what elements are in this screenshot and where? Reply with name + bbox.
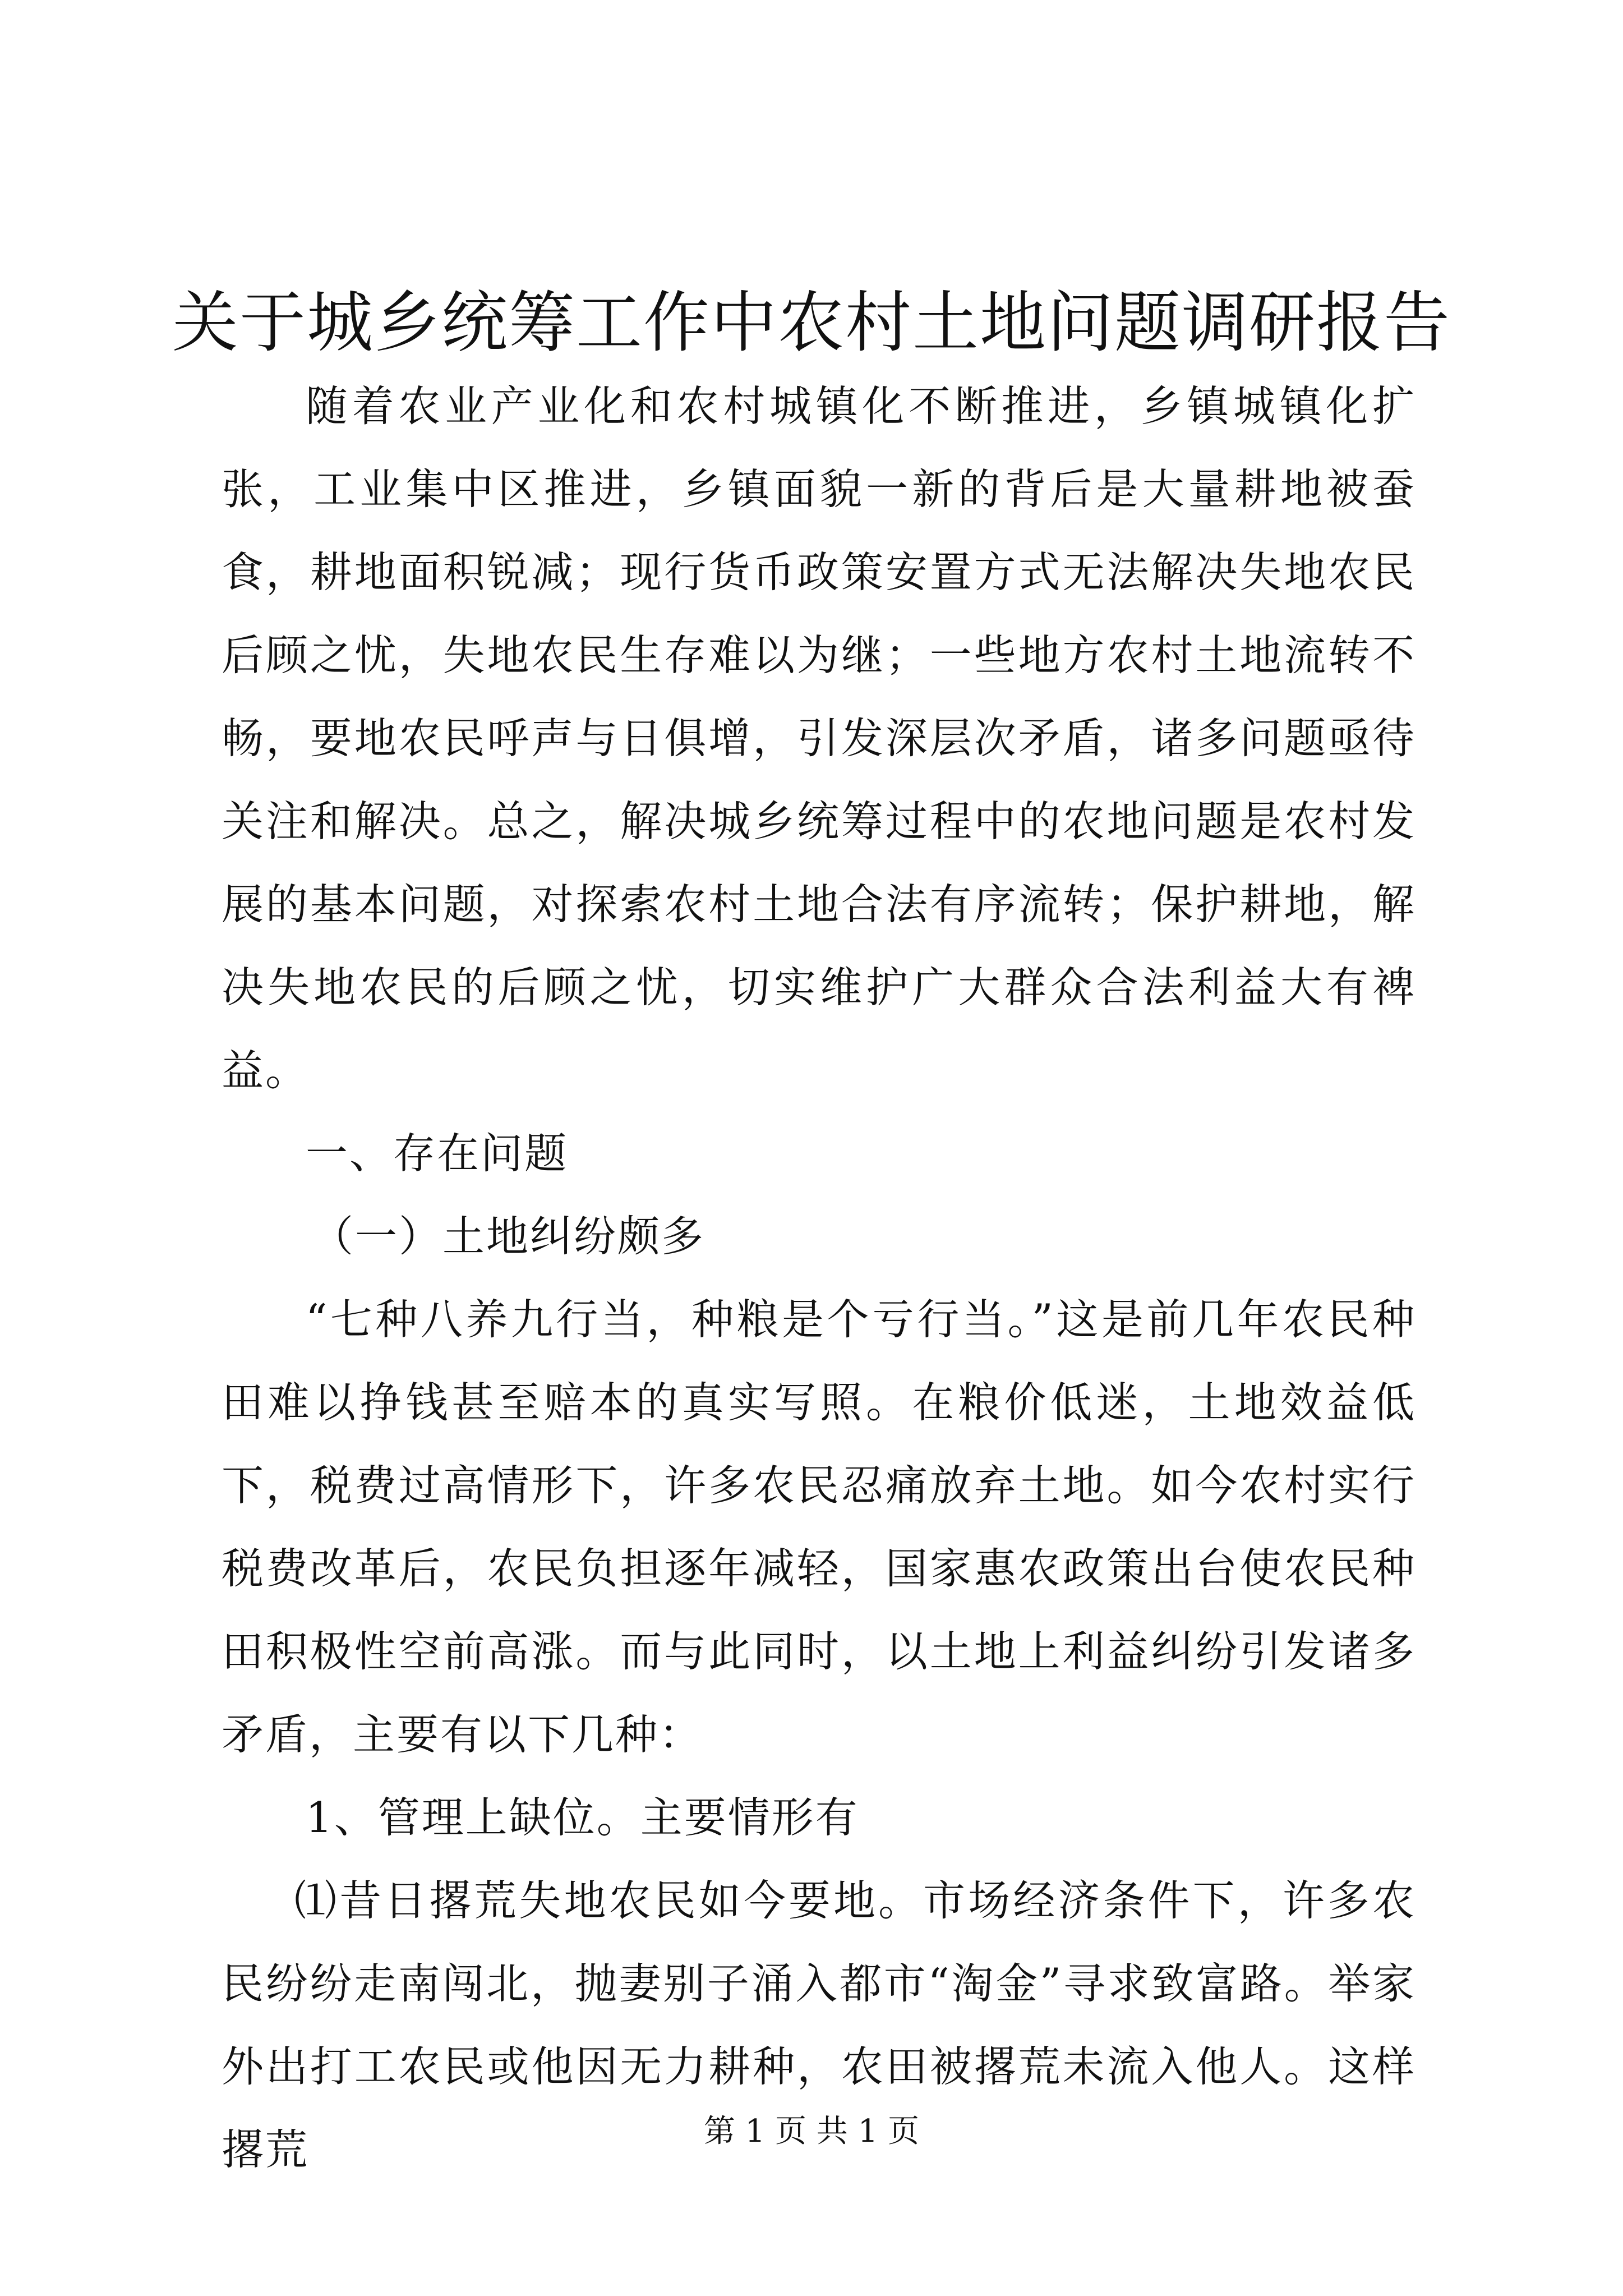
page-footer: 第 1 页 共 1 页 — [703, 2113, 920, 2150]
intro-paragraph: 随着农业产业化和农村城镇化不断推进，乡镇城镇化扩张，工业集中区推进，乡镇面貌一新的背后是大量耕地被蚕食，耕地面积锐减；现行货币政策安置方式无法解决失地农民后顾之忧，失地农民生存难以为继；一些地方农村土地流转不畅，要地农民呼声与日俱增，引发深层次矛盾，诸多问题亟待关注和解决。总之，解决城乡统筹过程中的农地问题是农村发展的基本问题，对探索农村土地合法有序流转；保护耕地，解决失地农民的后顾之忧，切实维护广大群众合法利益大有裨益。 — [222, 381, 1416, 1095]
document-body — [222, 365, 1416, 2191]
item-paragraph: ⑴昔日撂荒失地农民如今要地。市场经济条件下，许多农民纷纷走南闯北，抛妻别子涌入都市“淘金”寻求致富路。举家外出打工农民或他因无力耕种，农田被撂荒未流入他人。这样撂荒 — [222, 1876, 1416, 2174]
section-heading: 一、存在问题 — [306, 1129, 569, 1178]
document-title: 关于城乡统筹工作中农村土地问题调研报告 — [172, 284, 1451, 361]
body-paragraph: “七种八养九行当，种粮是个亏行当。”这是前几年农民种田难以挣钱甚至赔本的真实写照。在粮价低迷，土地效益低下，税费过高情形下，许多农民忍痛放弃土地。如今农村实行税费改革后，农民负担逐年减轻，国家惠农政策出台使农民种田积极性空前高涨。而与此同时，以土地上利益纠纷引发诸多矛盾，主要有以下几种： — [222, 1295, 1416, 1759]
subsection-heading: （一）土地纠纷颇多 — [311, 1212, 706, 1261]
item-heading: 1、管理上缺位。主要情形有 — [306, 1793, 859, 1842]
